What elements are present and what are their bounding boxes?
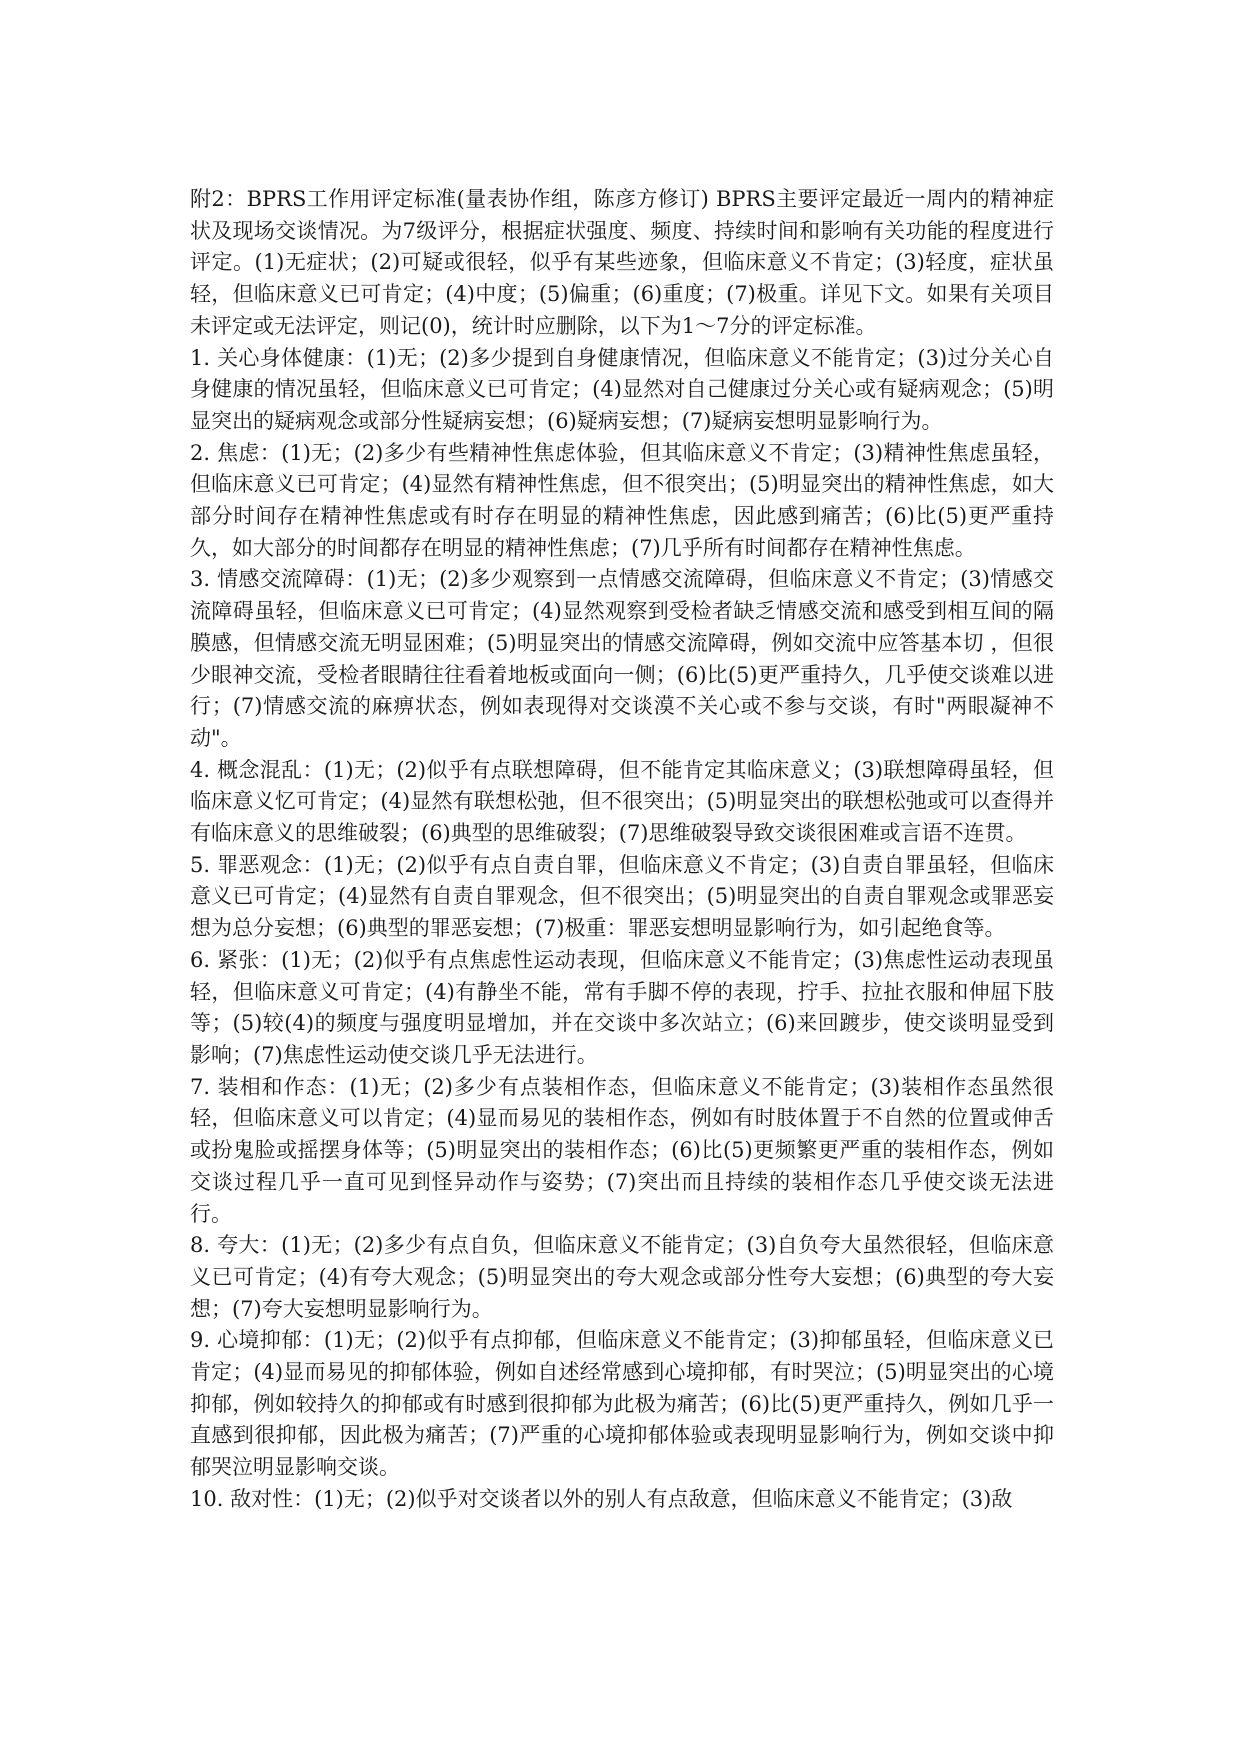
item-emotional-withdrawal: 3. 情感交流障碍：(1)无；(2)多少观察到一点情感交流障碍，但临床意义不肯定；(3)情感交流障碍虽轻，但临床意义已可肯定；(4)显然观察到受检者缺乏情感交流和感受到相互间的隔膜感，但情感交流无明显困难；(5)明显突出的情感交流障碍，例如交流中应答基本切 ，但很少眼神交流，受检者眼睛往往看着地板或面向一侧；(6)比(5)更严重持久，几乎使交谈难以进行；(7)情感交流的麻痹状态，例如表现得对交谈漠不关心或不参与交谈，有时"两眼凝神不动"。 (190, 567, 1054, 750)
document-page (190, 184, 1054, 1704)
item-conceptual-disorganization: 4. 概念混乱：(1)无；(2)似乎有点联想障碍，但不能肯定其临床意义；(3)联想障碍虽轻，但临床意义忆可肯定；(4)显然有联想松弛，但不很突出；(5)明显突出的联想松弛或可以查得并有临床意义的思维破裂；(6)典型的思维破裂；(7)思维破裂导致交谈很困难或言语不连贯。 (190, 757, 1054, 846)
item-hostility: 10. 敌对性：(1)无；(2)似乎对交谈者以外的别人有点敌意，但临床意义不能肯定；(3)敌 (190, 1486, 1013, 1511)
item-physical-health: 1. 关心身体健康：(1)无；(2)多少提到自身健康情况，但临床意义不能肯定；(3)过分关心自身健康的情况虽轻，但临床意义已可肯定；(4)显然对自己健康过分关心或有疑病观念；(5)明显突出的疑病观念或部分性疑病妄想；(6)疑病妄想；(7)疑病妄想明显影响行为。 (190, 345, 1054, 433)
item-mannerisms: 7. 装相和作态：(1)无；(2)多少有点装相作态，但临床意义不能肯定；(3)装相作态虽然很轻，但临床意义可以肯定；(4)显而易见的装相作态，例如有时肢体置于不自然的位置或伸舌或扮鬼脸或摇摆身体等；(5)明显突出的装相作态；(6)比(5)更频繁更严重的装相作态，例如交谈过程几乎一直可见到怪异动作与姿势；(7)突出而且持续的装相作态几乎使交谈无法进行。 (190, 1074, 1054, 1226)
item-anxiety: 2. 焦虑：(1)无；(2)多少有些精神性焦虑体验，但其临床意义不肯定；(3)精神性焦虑虽轻，但临床意义已可肯定；(4)显然有精神性焦虑，但不很突出；(5)明显突出的精神性焦虑，如大部分时间存在精神性焦虑或有时存在明显的精神性焦虑，因此感到痛苦；(6)比(5)更严重持久，如大部分的时间都存在明显的精神性焦虑；(7)几乎所有时间都存在精神性焦虑。 (190, 440, 1054, 560)
intro-paragraph: 附2：BPRS工作用评定标准(量表协作组，陈彦方修订) BPRS主要评定最近一周内的精神症状及现场交谈情况。为7级评分，根据症状强度、频度、持续时间和影响有关功能的程度进行评定。(1)无症状；(2)可疑或很轻，似乎有某些迹象，但临床意义不肯定；(3)轻度，症状虽轻，但临床意义已可肯定；(4)中度；(5)偏重；(6)重度；(7)极重。详见下文。如果有关项目未评定或无法评定，则记(0)，统计时应删除，以下为1～7分的评定标准。 (190, 187, 1054, 338)
item-tension: 6. 紧张：(1)无；(2)似乎有点焦虑性运动表现，但临床意义不能肯定；(3)焦虑性运动表现虽轻，但临床意义可肯定；(4)有静坐不能，常有手脚不停的表现，拧手、拉扯衣服和伸屈下肢等；(5)较(4)的频度与强度明显增加，并在交谈中多次站立；(6)来回踱步，使交谈明显受到影响；(7)焦虑性运动使交谈几乎无法进行。 (190, 947, 1054, 1067)
item-grandiosity: 8. 夸大：(1)无；(2)多少有点自负，但临床意义不能肯定；(3)自负夸大虽然很轻，但临床意义已可肯定；(4)有夸大观念；(5)明显突出的夸大观念或部分性夸大妄想；(6)典型的夸大妄想；(7)夸大妄想明显影响行为。 (190, 1233, 1054, 1321)
item-guilt: 5. 罪恶观念：(1)无；(2)似乎有点自责自罪，但临床意义不肯定；(3)自责自罪虽轻，但临床意义已可肯定；(4)显然有自责自罪观念，但不很突出；(5)明显突出的自责自罪观念或罪恶妄想为总分妄想；(6)典型的罪恶妄想；(7)极重：罪恶妄想明显影响行为，如引起绝食等。 (190, 852, 1054, 941)
item-depressive-mood: 9. 心境抑郁：(1)无；(2)似乎有点抑郁，但临床意义不能肯定；(3)抑郁虽轻，但临床意义已肯定；(4)显而易见的抑郁体验，例如自述经常感到心境抑郁，有时哭泣；(5)明显突出的心境抑郁，例如较持久的抑郁或有时感到很抑郁为此极为痛苦；(6)比(5)更严重持久，例如几乎一直感到很抑郁，因此极为痛苦；(7)严重的心境抑郁体验或表现明显影响行为，例如交谈中抑郁哭泣明显影响交谈。 (190, 1328, 1054, 1480)
